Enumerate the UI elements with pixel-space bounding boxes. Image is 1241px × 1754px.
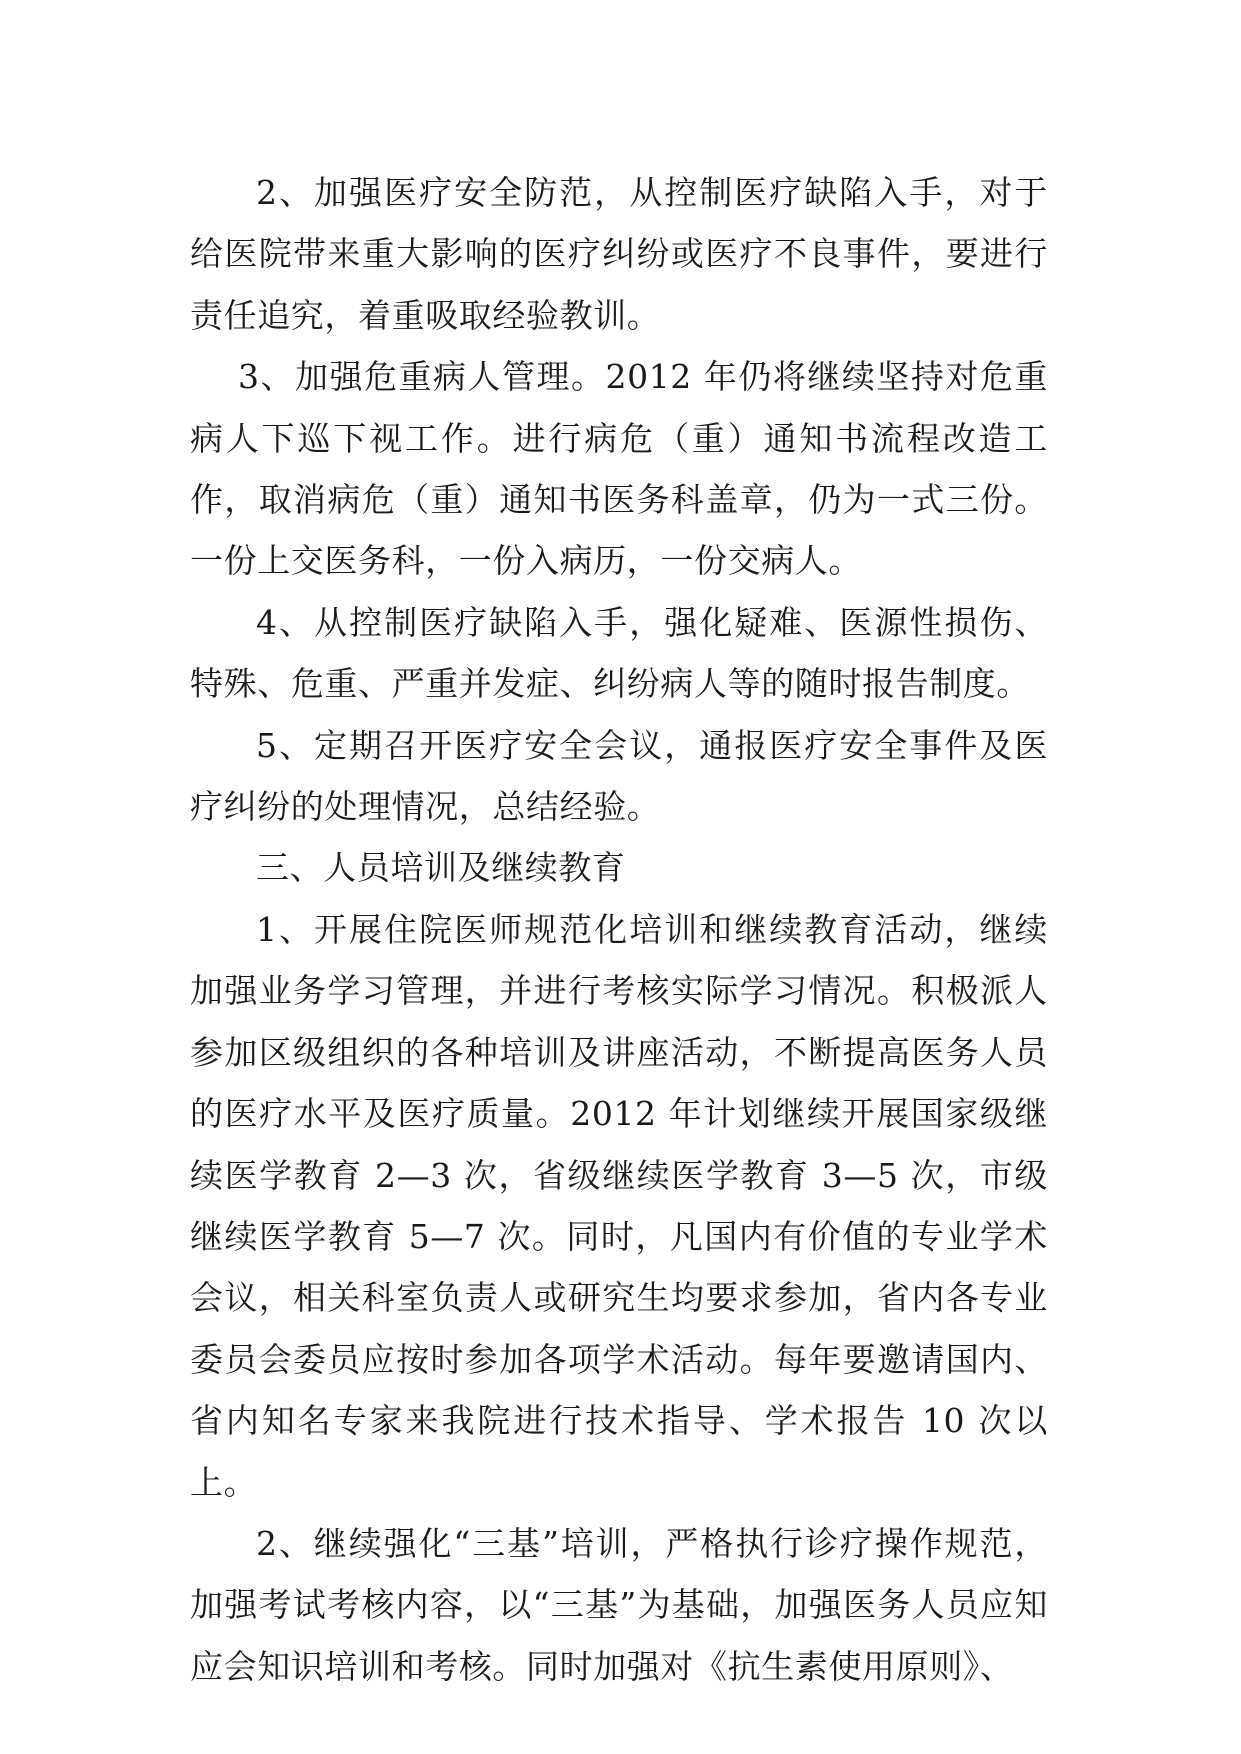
section-heading-training: 三、人员培训及继续教育 [256,848,626,888]
paragraph-resident-training: 1、开展住院医师规范化培训和继续教育活动，继续加强业务学习管理，并进行考核实际学习情况。积极派人参加区级组织的各种培训及讲座活动，不断提高医务人员的医疗水平及医疗质量。2012 年计划继续开展国家级继续医学教育 2—3 次，省级继续医学教育 3—5 次，市级继续医学教育 5—7 次。同时，凡国内有价值的专业学术会议，相关科室负责人或研究生均要求参加，省内各专业委员会委员应按时参加各项学术活动。每年要邀请国内、省内知名专家来我院进行技术指导、学术报告 10 次以上。 [190,909,1048,1502]
document-body [190,162,1048,1697]
paragraph-medical-safety: 2、加强医疗安全防范，从控制医疗缺陷入手，对于给医院带来重大影响的医疗纠纷或医疗不良事件，要进行责任追究，着重吸取经验教训。 [190,173,1048,335]
paragraph-safety-meetings: 5、定期召开医疗安全会议，通报医疗安全事件及医疗纠纷的处理情况，总结经验。 [190,725,1048,827]
paragraph-three-basics: 2、继续强化“三基”培训，严格执行诊疗操作规范，加强考试考核内容，以“三基”为基础，加强医务人员应知应会知识培训和考核。同时加强对《抗生素使用原则》、 [190,1523,1048,1686]
paragraph-reporting-system: 4、从控制医疗缺陷入手，强化疑难、医源性损伤、特殊、危重、严重并发症、纠纷病人等的随时报告制度。 [190,602,1048,704]
paragraph-critical-patients: 3、加强危重病人管理。2012 年仍将继续坚持对危重病人下巡下视工作。进行病危（重）通知书流程改造工作，取消病危（重）通知书医务科盖章，仍为一式三份。一份上交医务科，一份入病历，一份交病人。 [190,357,1048,581]
